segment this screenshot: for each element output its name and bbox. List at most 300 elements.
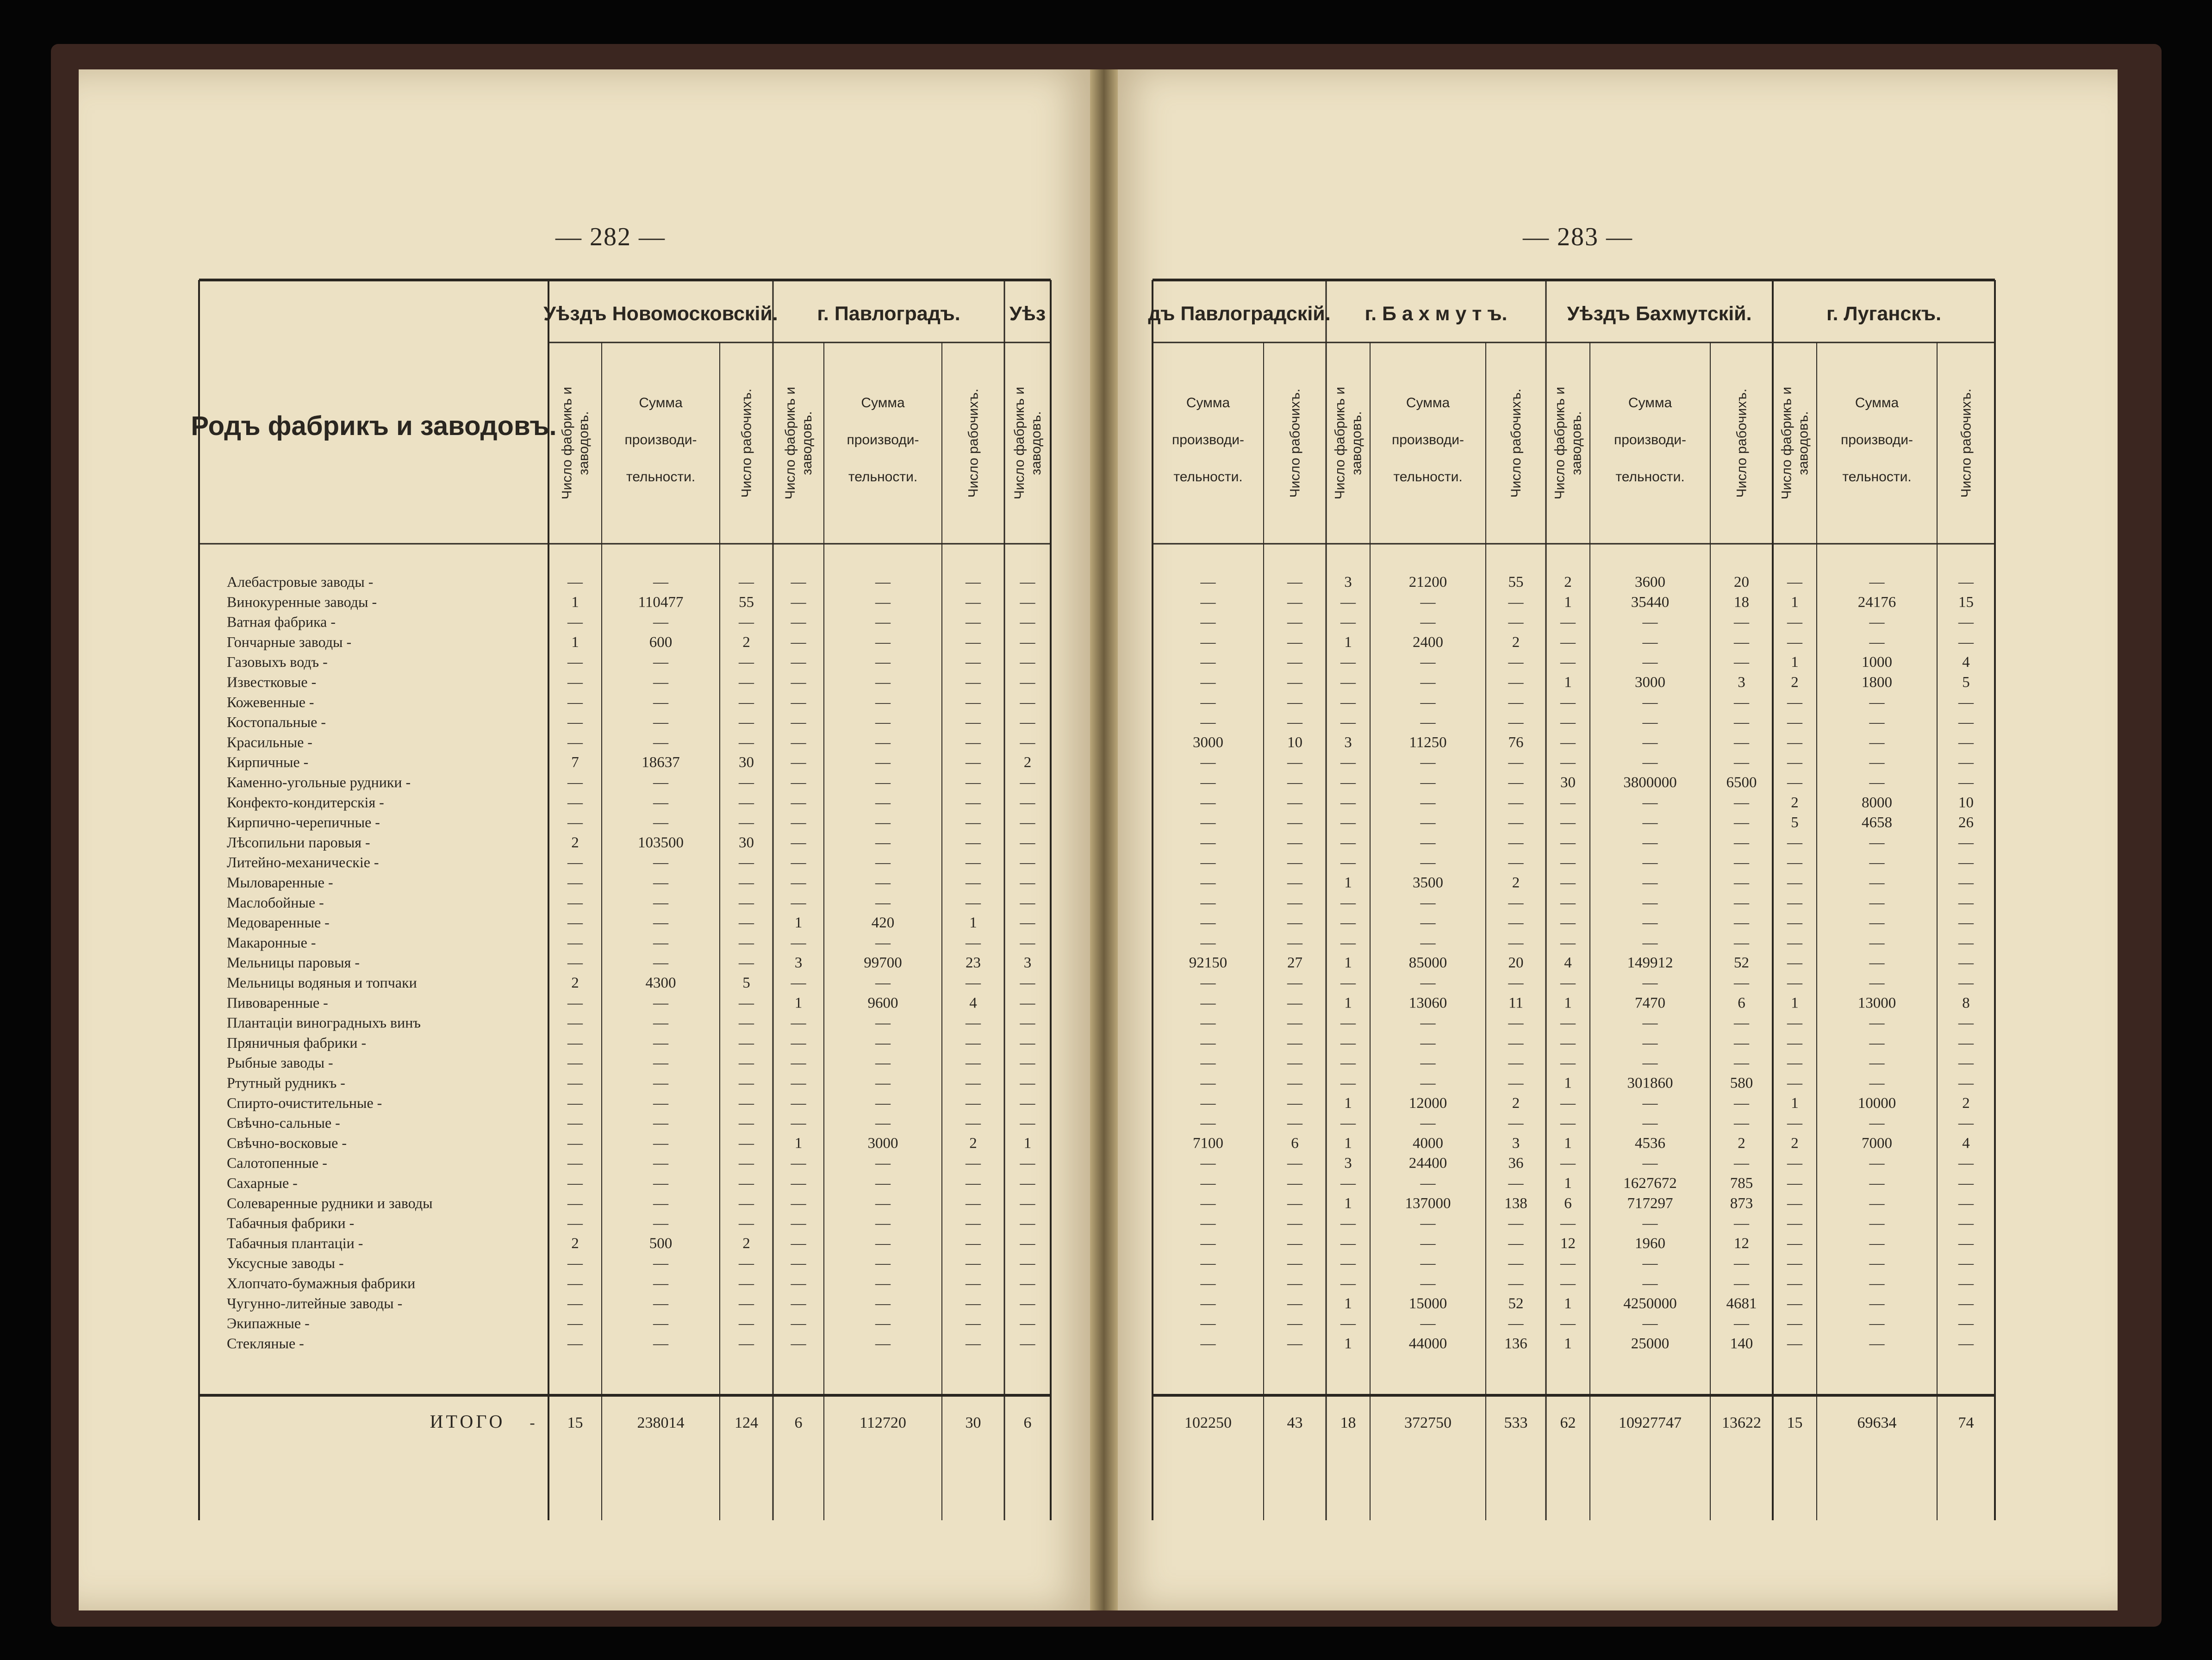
table-cell: 15	[1958, 594, 1974, 611]
table-cell: —	[791, 975, 806, 991]
table-cell: —	[1958, 734, 1974, 751]
table-cell: —	[1340, 1275, 1356, 1292]
table-cell: —	[875, 734, 891, 751]
table-cell: —	[1020, 995, 1035, 1012]
table-cell: —	[1560, 634, 1576, 651]
total-cell: 6	[794, 1414, 803, 1431]
table-cell: 1	[1791, 654, 1799, 671]
table-cell: —	[739, 694, 754, 711]
table-cell: —	[1787, 694, 1802, 711]
table-cell: —	[1420, 1175, 1436, 1192]
table-cell: —	[653, 934, 668, 951]
table-cell: —	[1642, 1055, 1658, 1072]
table-cell: 4	[969, 995, 977, 1012]
table-cell: —	[1200, 594, 1216, 611]
table-cell: —	[1642, 614, 1658, 631]
table-cell: —	[653, 854, 668, 871]
total-cell: 43	[1287, 1414, 1303, 1431]
total-cell: 13622	[1722, 1414, 1761, 1431]
table-cell: —	[791, 1275, 806, 1292]
table-cell: —	[1420, 1115, 1436, 1132]
table-cell: —	[1869, 1275, 1885, 1292]
table-cell: —	[1200, 1315, 1216, 1332]
table-cell: 3	[1344, 574, 1352, 591]
table-cell: —	[739, 1175, 754, 1192]
district-title: Уѣздъ Бахмутскій.	[1567, 303, 1752, 325]
table-cell: —	[1787, 734, 1802, 751]
table-cell: —	[875, 814, 891, 831]
table-cell: —	[1869, 1215, 1885, 1232]
table-cell: 55	[1508, 574, 1524, 591]
table-cell: —	[739, 954, 754, 971]
table-cell: —	[791, 654, 806, 671]
sum-column-head: Сумма производи-тельности.	[1171, 395, 1245, 485]
table-cell: —	[1287, 774, 1302, 791]
table-cell: 30	[1560, 774, 1576, 791]
table-cell: 1	[1791, 1094, 1799, 1112]
table-cell: —	[1958, 934, 1974, 951]
table-cell: 1	[1344, 995, 1352, 1012]
table-cell: —	[1200, 975, 1216, 991]
factory-type-label: Стекляные -	[227, 1335, 304, 1352]
table-cell: —	[1734, 634, 1749, 651]
table-cell: 2	[1791, 794, 1799, 811]
factory-type-label: Чугунно-литейные заводы -	[227, 1294, 403, 1312]
table-cell: —	[1958, 1295, 1974, 1312]
table-cell: —	[791, 1335, 806, 1352]
table-cell: —	[1420, 694, 1436, 711]
table-cell: —	[653, 1094, 668, 1112]
table-cell: —	[875, 614, 891, 631]
table-cell: —	[1869, 894, 1885, 911]
table-cell: 2	[571, 1235, 579, 1252]
table-cell: 149912	[1627, 954, 1673, 971]
table-cell: —	[875, 1175, 891, 1192]
table-cell: —	[653, 1075, 668, 1092]
table-cell: —	[567, 814, 583, 831]
table-cell: 18637	[642, 754, 680, 771]
table-cell: —	[1020, 734, 1035, 751]
table-cell: —	[1869, 734, 1885, 751]
table-cell: —	[875, 894, 891, 911]
table-cell: —	[966, 1295, 981, 1312]
table-cell: —	[567, 694, 583, 711]
table-cell: —	[1287, 1335, 1302, 1352]
table-cell: —	[653, 1195, 668, 1212]
table-cell: —	[1734, 814, 1749, 831]
table-cell: —	[1787, 774, 1802, 791]
table-cell: —	[739, 1094, 754, 1112]
table-cell: 1	[1564, 1075, 1572, 1092]
table-cell: —	[1869, 1335, 1885, 1352]
table-cell: —	[739, 774, 754, 791]
table-cell: —	[567, 734, 583, 751]
table-cell: 1627672	[1623, 1175, 1677, 1192]
table-cell: 12	[1560, 1235, 1576, 1252]
table-cell: 2	[1962, 1094, 1970, 1112]
table-cell: —	[1200, 995, 1216, 1012]
table-cell: —	[791, 1014, 806, 1032]
table-cell: —	[1560, 934, 1576, 951]
table-cell: —	[1420, 1034, 1436, 1051]
table-cell: —	[1508, 1014, 1524, 1032]
table-cell: —	[567, 1094, 583, 1112]
table-cell: —	[1734, 1215, 1749, 1232]
table-cell: —	[1200, 694, 1216, 711]
table-cell: 99700	[864, 954, 902, 971]
table-cell: —	[653, 1275, 668, 1292]
table-cell: —	[791, 1075, 806, 1092]
table-cell: —	[791, 1315, 806, 1332]
table-cell: —	[567, 1115, 583, 1132]
table-cell: —	[567, 954, 583, 971]
table-cell: —	[1787, 1115, 1802, 1132]
table-cell: —	[653, 1055, 668, 1072]
table-cell: —	[653, 734, 668, 751]
table-cell: —	[1958, 1255, 1974, 1272]
table-cell: —	[1869, 934, 1885, 951]
table-cell: 9600	[867, 995, 898, 1012]
table-cell: —	[1200, 894, 1216, 911]
table-cell: —	[1787, 874, 1802, 891]
table-cell: —	[1869, 1175, 1885, 1192]
table-cell: —	[653, 774, 668, 791]
table-cell: —	[1287, 634, 1302, 651]
table-cell: —	[1287, 1275, 1302, 1292]
table-cell: —	[1642, 654, 1658, 671]
table-cell: —	[739, 1335, 754, 1352]
table-cell: —	[1340, 614, 1356, 631]
table-cell: 2	[1564, 574, 1572, 591]
table-cell: —	[966, 574, 981, 591]
table-cell: —	[567, 1055, 583, 1072]
table-cell: —	[1200, 714, 1216, 731]
table-cell: 20	[1508, 954, 1524, 971]
table-cell: —	[1642, 1115, 1658, 1132]
table-cell: —	[739, 1034, 754, 1051]
table-cell: —	[1787, 975, 1802, 991]
table-cell: —	[1958, 1215, 1974, 1232]
table-cell: —	[1287, 1235, 1302, 1252]
table-cell: 1	[1344, 1295, 1352, 1312]
table-cell: —	[1200, 1175, 1216, 1192]
table-cell: —	[1508, 1275, 1524, 1292]
table-cell: —	[1287, 1014, 1302, 1032]
table-cell: —	[1958, 574, 1974, 591]
table-cell: —	[1787, 1315, 1802, 1332]
table-cell: 2	[1512, 1094, 1520, 1112]
table-cell: —	[1420, 854, 1436, 871]
table-cell: —	[1787, 894, 1802, 911]
table-cell: —	[1020, 1055, 1035, 1072]
table-cell: —	[1869, 1315, 1885, 1332]
table-cell: —	[1287, 975, 1302, 991]
table-cell: —	[1642, 1315, 1658, 1332]
table-cell: —	[791, 854, 806, 871]
district-title: Уѣздъ Новомосковскій.	[543, 303, 778, 325]
table-cell: —	[1958, 1315, 1974, 1332]
table-cell: —	[1287, 1255, 1302, 1272]
table-cell: —	[1958, 854, 1974, 871]
table-cell: —	[1734, 975, 1749, 991]
table-cell: 3800000	[1623, 774, 1677, 791]
district-title: г. Павлоградъ.	[817, 303, 960, 325]
table-cell: —	[739, 894, 754, 911]
table-cell: —	[1200, 1215, 1216, 1232]
table-cell: —	[1340, 814, 1356, 831]
factory-type-label: Гончарные заводы -	[227, 633, 352, 650]
table-cell: —	[966, 634, 981, 651]
factory-type-label: Свѣчно-сальные -	[227, 1114, 340, 1132]
table-cell: 500	[649, 1235, 673, 1252]
table-cell: —	[791, 1215, 806, 1232]
table-cell: —	[1200, 774, 1216, 791]
table-cell: —	[1958, 834, 1974, 851]
table-cell: —	[1642, 975, 1658, 991]
table-cell: —	[739, 1255, 754, 1272]
table-cell: 1	[1564, 674, 1572, 691]
table-cell: —	[1508, 714, 1524, 731]
table-cell: —	[1508, 894, 1524, 911]
table-cell: —	[567, 854, 583, 871]
table-cell: —	[1787, 1155, 1802, 1172]
table-cell: —	[653, 574, 668, 591]
table-cell: 2400	[1413, 634, 1443, 651]
factory-type-label: Медоваренные -	[227, 914, 330, 931]
table-cell: —	[1869, 874, 1885, 891]
table-cell: —	[1787, 954, 1802, 971]
table-cell: 2	[1738, 1135, 1745, 1152]
table-cell: —	[1020, 594, 1035, 611]
table-cell: 13000	[1857, 995, 1896, 1012]
count-column-head: Число фабрикъ и заводовъ.	[1332, 386, 1365, 500]
table-cell: 1	[1564, 1335, 1572, 1352]
table-cell: —	[966, 1255, 981, 1272]
table-cell: —	[791, 794, 806, 811]
table-cell: —	[1200, 1014, 1216, 1032]
table-cell: —	[1020, 634, 1035, 651]
table-cell: —	[1340, 714, 1356, 731]
table-cell: —	[1642, 694, 1658, 711]
table-cell: —	[1869, 694, 1885, 711]
table-cell: 1	[794, 995, 803, 1012]
table-cell: —	[875, 694, 891, 711]
table-cell: —	[1869, 1295, 1885, 1312]
table-cell: —	[1869, 1195, 1885, 1212]
table-cell: —	[1340, 1175, 1356, 1192]
table-cell: 12	[1734, 1235, 1749, 1252]
table-cell: —	[1734, 1255, 1749, 1272]
table-cell: —	[1200, 1195, 1216, 1212]
table-cell: —	[1642, 794, 1658, 811]
table-cell: —	[567, 1155, 583, 1172]
table-cell: —	[1642, 814, 1658, 831]
table-cell: —	[739, 1135, 754, 1152]
table-cell: —	[1287, 874, 1302, 891]
factory-type-label: Солеваренные рудники и заводы	[227, 1194, 433, 1212]
table-cell: 5	[742, 975, 750, 991]
table-cell: —	[966, 794, 981, 811]
factory-type-label: Табачныя плантаціи -	[227, 1234, 363, 1251]
table-cell: 1	[1791, 594, 1799, 611]
table-cell: 2	[969, 1135, 977, 1152]
table-cell: —	[1560, 834, 1576, 851]
table-cell: 4	[1564, 954, 1572, 971]
table-cell: —	[1287, 1075, 1302, 1092]
table-cell: —	[1020, 1175, 1035, 1192]
table-cell: —	[567, 1034, 583, 1051]
table-cell: —	[875, 1315, 891, 1332]
table-cell: —	[1020, 1295, 1035, 1312]
table-cell: —	[1958, 1155, 1974, 1172]
table-cell: —	[1287, 1295, 1302, 1312]
table-cell: —	[1734, 734, 1749, 751]
table-cell: 7100	[1193, 1135, 1223, 1152]
table-cell: —	[1958, 1075, 1974, 1092]
table-cell: 1	[969, 914, 977, 932]
table-cell: —	[1340, 694, 1356, 711]
table-cell: —	[1560, 694, 1576, 711]
table-cell: —	[1340, 894, 1356, 911]
table-cell: 18	[1734, 594, 1749, 611]
table-cell: —	[1734, 1315, 1749, 1332]
table-cell: —	[1734, 754, 1749, 771]
table-cell: —	[1734, 714, 1749, 731]
table-cell: 1	[1344, 954, 1352, 971]
table-cell: —	[1340, 674, 1356, 691]
count-column-head: Число фабрикъ и заводовъ.	[1012, 386, 1044, 500]
table-cell: —	[1340, 1055, 1356, 1072]
table-cell: —	[1508, 614, 1524, 631]
table-cell: —	[1869, 754, 1885, 771]
table-cell: —	[1420, 1255, 1436, 1272]
table-cell: —	[1787, 714, 1802, 731]
table-cell: —	[1287, 834, 1302, 851]
district-title: г. Б а х м у т ъ.	[1365, 303, 1508, 325]
table-cell: 1	[1344, 634, 1352, 651]
table-cell: —	[1958, 1115, 1974, 1132]
table-cell: —	[875, 654, 891, 671]
table-cell: 7000	[1862, 1135, 1892, 1152]
table-cell: 110477	[638, 594, 684, 611]
table-cell: —	[567, 654, 583, 671]
table-cell: 4536	[1635, 1135, 1665, 1152]
table-cell: —	[1560, 1094, 1576, 1112]
table-cell: 140	[1730, 1335, 1753, 1352]
table-cell: 580	[1730, 1075, 1753, 1092]
table-cell: —	[567, 934, 583, 951]
table-cell: —	[1958, 894, 1974, 911]
table-cell: —	[1958, 714, 1974, 731]
table-cell: —	[1287, 694, 1302, 711]
table-cell: —	[653, 694, 668, 711]
row-header-title: Родъ фабрикъ и заводовъ.	[191, 411, 557, 441]
table-cell: —	[1200, 874, 1216, 891]
table-cell: —	[875, 1335, 891, 1352]
table-cell: —	[1340, 1075, 1356, 1092]
table-cell: 420	[871, 914, 895, 932]
table-cell: —	[567, 1215, 583, 1232]
total-cell: 6	[1023, 1414, 1032, 1431]
table-cell: —	[875, 975, 891, 991]
table-cell: 6	[1564, 1195, 1572, 1212]
table-cell: —	[1787, 854, 1802, 871]
table-cell: —	[1420, 594, 1436, 611]
table-cell: —	[1020, 854, 1035, 871]
table-cell: —	[1020, 934, 1035, 951]
total-dash: -	[530, 1414, 535, 1431]
table-cell: 25000	[1631, 1335, 1670, 1352]
table-cell: —	[966, 674, 981, 691]
table-cell: —	[1020, 1315, 1035, 1332]
table-cell: —	[1560, 1215, 1576, 1232]
table-cell: —	[739, 934, 754, 951]
table-cell: —	[1958, 1175, 1974, 1192]
table-cell: —	[875, 774, 891, 791]
table-cell: 4658	[1862, 814, 1892, 831]
table-cell: —	[1340, 1315, 1356, 1332]
table-cell: —	[875, 1195, 891, 1212]
table-cell: —	[1020, 1094, 1035, 1112]
table-cell: 11250	[1409, 734, 1447, 751]
table-cell: —	[1787, 1275, 1802, 1292]
table-cell: —	[1787, 1034, 1802, 1051]
table-cell: —	[875, 874, 891, 891]
table-cell: 1	[1791, 995, 1799, 1012]
factory-type-label: Алебастровые заводы -	[227, 573, 374, 590]
table-cell: —	[875, 854, 891, 871]
table-cell: —	[1340, 834, 1356, 851]
table-cell: 136	[1504, 1335, 1527, 1352]
table-cell: —	[739, 574, 754, 591]
table-cell: 13060	[1408, 995, 1447, 1012]
table-cell: —	[739, 874, 754, 891]
table-cell: —	[966, 1014, 981, 1032]
table-cell: —	[1787, 1215, 1802, 1232]
table-cell: —	[1020, 674, 1035, 691]
table-cell: —	[1560, 794, 1576, 811]
table-cell: —	[791, 1235, 806, 1252]
table-cell: —	[1734, 654, 1749, 671]
table-cell: —	[1787, 934, 1802, 951]
table-cell: 1	[1344, 1335, 1352, 1352]
table-cell: —	[1508, 654, 1524, 671]
factory-type-label: Пряничныя фабрики -	[227, 1034, 367, 1051]
table-cell: —	[1508, 914, 1524, 932]
table-cell: —	[1560, 874, 1576, 891]
table-cell: —	[966, 694, 981, 711]
table-cell: —	[1958, 1034, 1974, 1051]
table-cell: —	[1020, 914, 1035, 932]
table-cell: —	[791, 1034, 806, 1051]
table-cell: —	[1560, 1055, 1576, 1072]
table-cell: —	[791, 814, 806, 831]
table-cell: —	[1642, 1094, 1658, 1112]
table-cell: —	[875, 574, 891, 591]
table-cell: —	[1287, 995, 1302, 1012]
table-cell: 3	[1023, 954, 1032, 971]
table-cell: —	[1200, 634, 1216, 651]
table-cell: —	[966, 814, 981, 831]
table-cell: —	[1287, 1175, 1302, 1192]
table-cell: —	[1642, 1255, 1658, 1272]
table-cell: —	[1420, 754, 1436, 771]
table-cell: —	[1200, 1075, 1216, 1092]
table-cell: —	[653, 874, 668, 891]
table-cell: —	[1869, 834, 1885, 851]
table-cell: 7470	[1635, 995, 1665, 1012]
table-cell: —	[1340, 594, 1356, 611]
